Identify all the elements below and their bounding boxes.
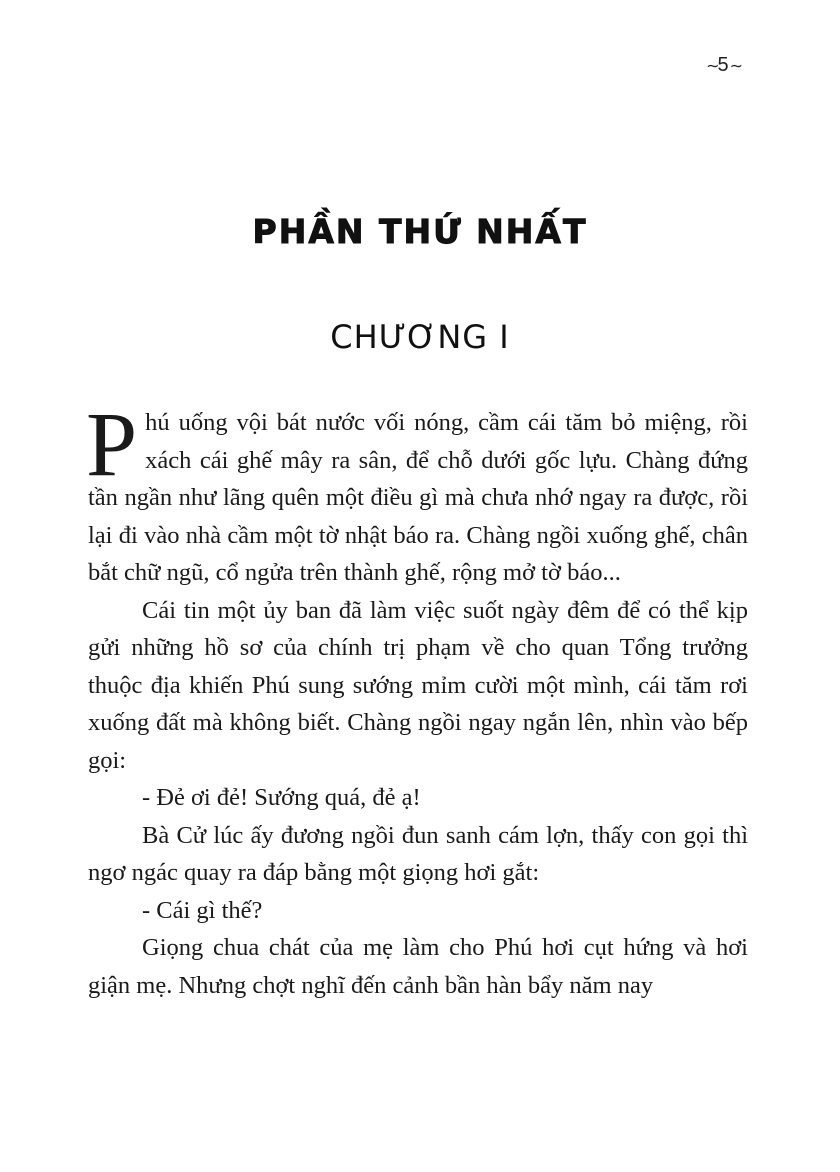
paragraph: Cái tin một ủy ban đã làm việc suốt ngày đêm để có thể kịp gửi những hồ sơ của chính trị phạm về cho quan Tổng trưởng thuộc địa khiến Phú sung sướng mỉm cười một mình, cái tăm rơi xuống đất mà không biết. Chàng ngồi ngay ngắn lên, nhìn vào bếp gọi: xyxy=(88,596,748,774)
paragraph xyxy=(86,393,748,592)
ornament-right-icon: ∼ xyxy=(729,55,740,75)
paragraph-text: hú uống vội bát nước vối nóng, cầm cái tăm bỏ miệng, rồi xách cái ghế mây ra sân, để chỗ dưới gốc lựu. Chàng đứng tần ngần như lãng quên một điều gì mà chưa nhớ ngay ra được, rồi lại đi vào nhà cầm một tờ nhật báo ra. Chàng ngồi xuống ghế, chân bắt chữ ngũ, cổ ngửa trên thành ghế, rộng mở tờ báo... xyxy=(88,409,748,586)
paragraph: Bà Cử lúc ấy đương ngồi đun sanh cám lợn, thấy con gọi thì ngơ ngác quay ra đáp bằng một giọng hơi gắt: xyxy=(88,821,748,886)
page-number-value: 5 xyxy=(717,54,729,76)
chapter-title: CHƯƠNG I xyxy=(330,318,510,356)
body-text xyxy=(86,393,748,1004)
page-number xyxy=(706,54,740,77)
part-title: PHẦN THỨ NHẤT xyxy=(252,212,588,251)
paragraph: Giọng chua chát của mẹ làm cho Phú hơi cụt hứng và hơi giận mẹ. Nhưng chợt nghĩ đến cảnh bần hàn bẩy năm nay xyxy=(88,934,748,999)
ornament-left-icon: ∼ xyxy=(706,55,717,75)
drop-cap: P xyxy=(86,393,138,495)
paragraph: - Cái gì thế? xyxy=(142,896,263,924)
paragraph: - Đẻ ơi đẻ! Sướng quá, đẻ ạ! xyxy=(142,784,421,811)
